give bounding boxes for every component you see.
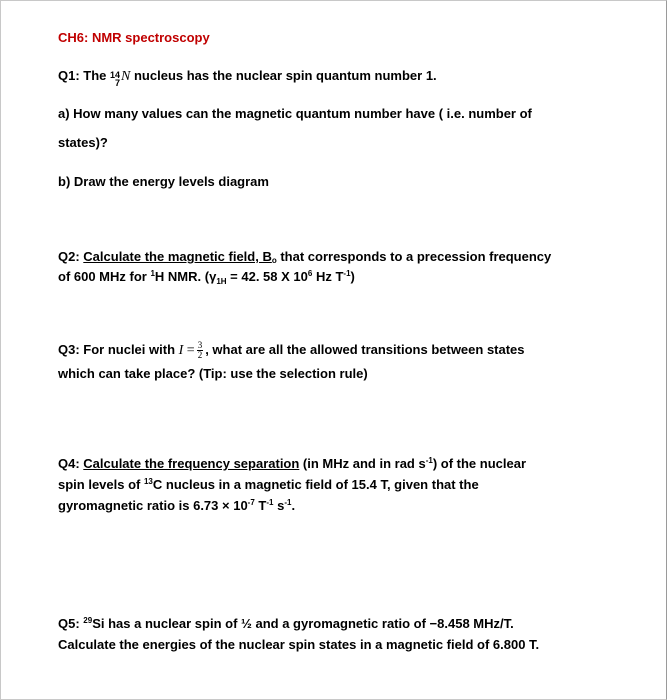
- q1-statement: Q1: The 14 7 N nucleus has the nuclear spin quantum number 1.: [58, 68, 437, 88]
- q1-part-b: b) Draw the energy levels diagram: [58, 174, 269, 189]
- q4-label: Q4:: [58, 456, 80, 471]
- q3-label: Q3:: [58, 342, 80, 357]
- fraction-three-halves: $\frac{3}{2}$: [197, 340, 203, 361]
- q1-label: Q1:: [58, 68, 80, 83]
- q2-label: Q2:: [58, 249, 80, 264]
- q1-part-a-line2: states)?: [58, 135, 108, 150]
- q5-line2: Calculate the energies of the nuclear spin states in a magnetic field of 6.800 T.: [58, 637, 540, 652]
- q2-line1: Q2: Calculate the magnetic field, $B_o$ that corresponds to a precession frequency: [58, 249, 552, 265]
- q4-line1: Q4: Calculate the frequency separation (in MHz and in rad $s^{-1}$) of the nuclear: [58, 456, 527, 471]
- q4-underlined: Calculate the frequency separation: [83, 456, 300, 471]
- nitrogen-isotope-notation: 14 7: [110, 70, 121, 88]
- q5-label: Q5:: [58, 616, 80, 631]
- q3-line1: Q3: For nuclei with I = $\frac{3}{2}$ , what are all the allowed transitions between states: [58, 340, 525, 361]
- q3-line2: which can take place? (Tip: use the selection rule): [58, 366, 368, 381]
- q1-part-a-line1: a) How many values can the magnetic quantum number have ( i.e. number of: [58, 106, 532, 121]
- q2-underlined: Calculate the magnetic field, $B_o$: [83, 249, 277, 265]
- q2-line2: of 600 MHz for $^1$H NMR. ($\gamma_{1H} = 42$. 58 X $10^6$ Hz $T^{-1}$): [58, 269, 355, 286]
- q4-line3: gyromagnetic ratio is $6.73 \times 10^{-7}$ $T^{-1}$ $s^{-1}$.: [58, 498, 296, 513]
- q4-line2: spin levels of $^{13}$C nucleus in a magnetic field of 15.4 T, given that the: [58, 477, 479, 492]
- q5-line1: Q5: $^{29}$Si has a nuclear spin of ½ and a gyromagnetic ratio of −8.458 MHz/T.: [58, 616, 514, 631]
- chapter-title: CH6: NMR spectroscopy: [58, 30, 210, 45]
